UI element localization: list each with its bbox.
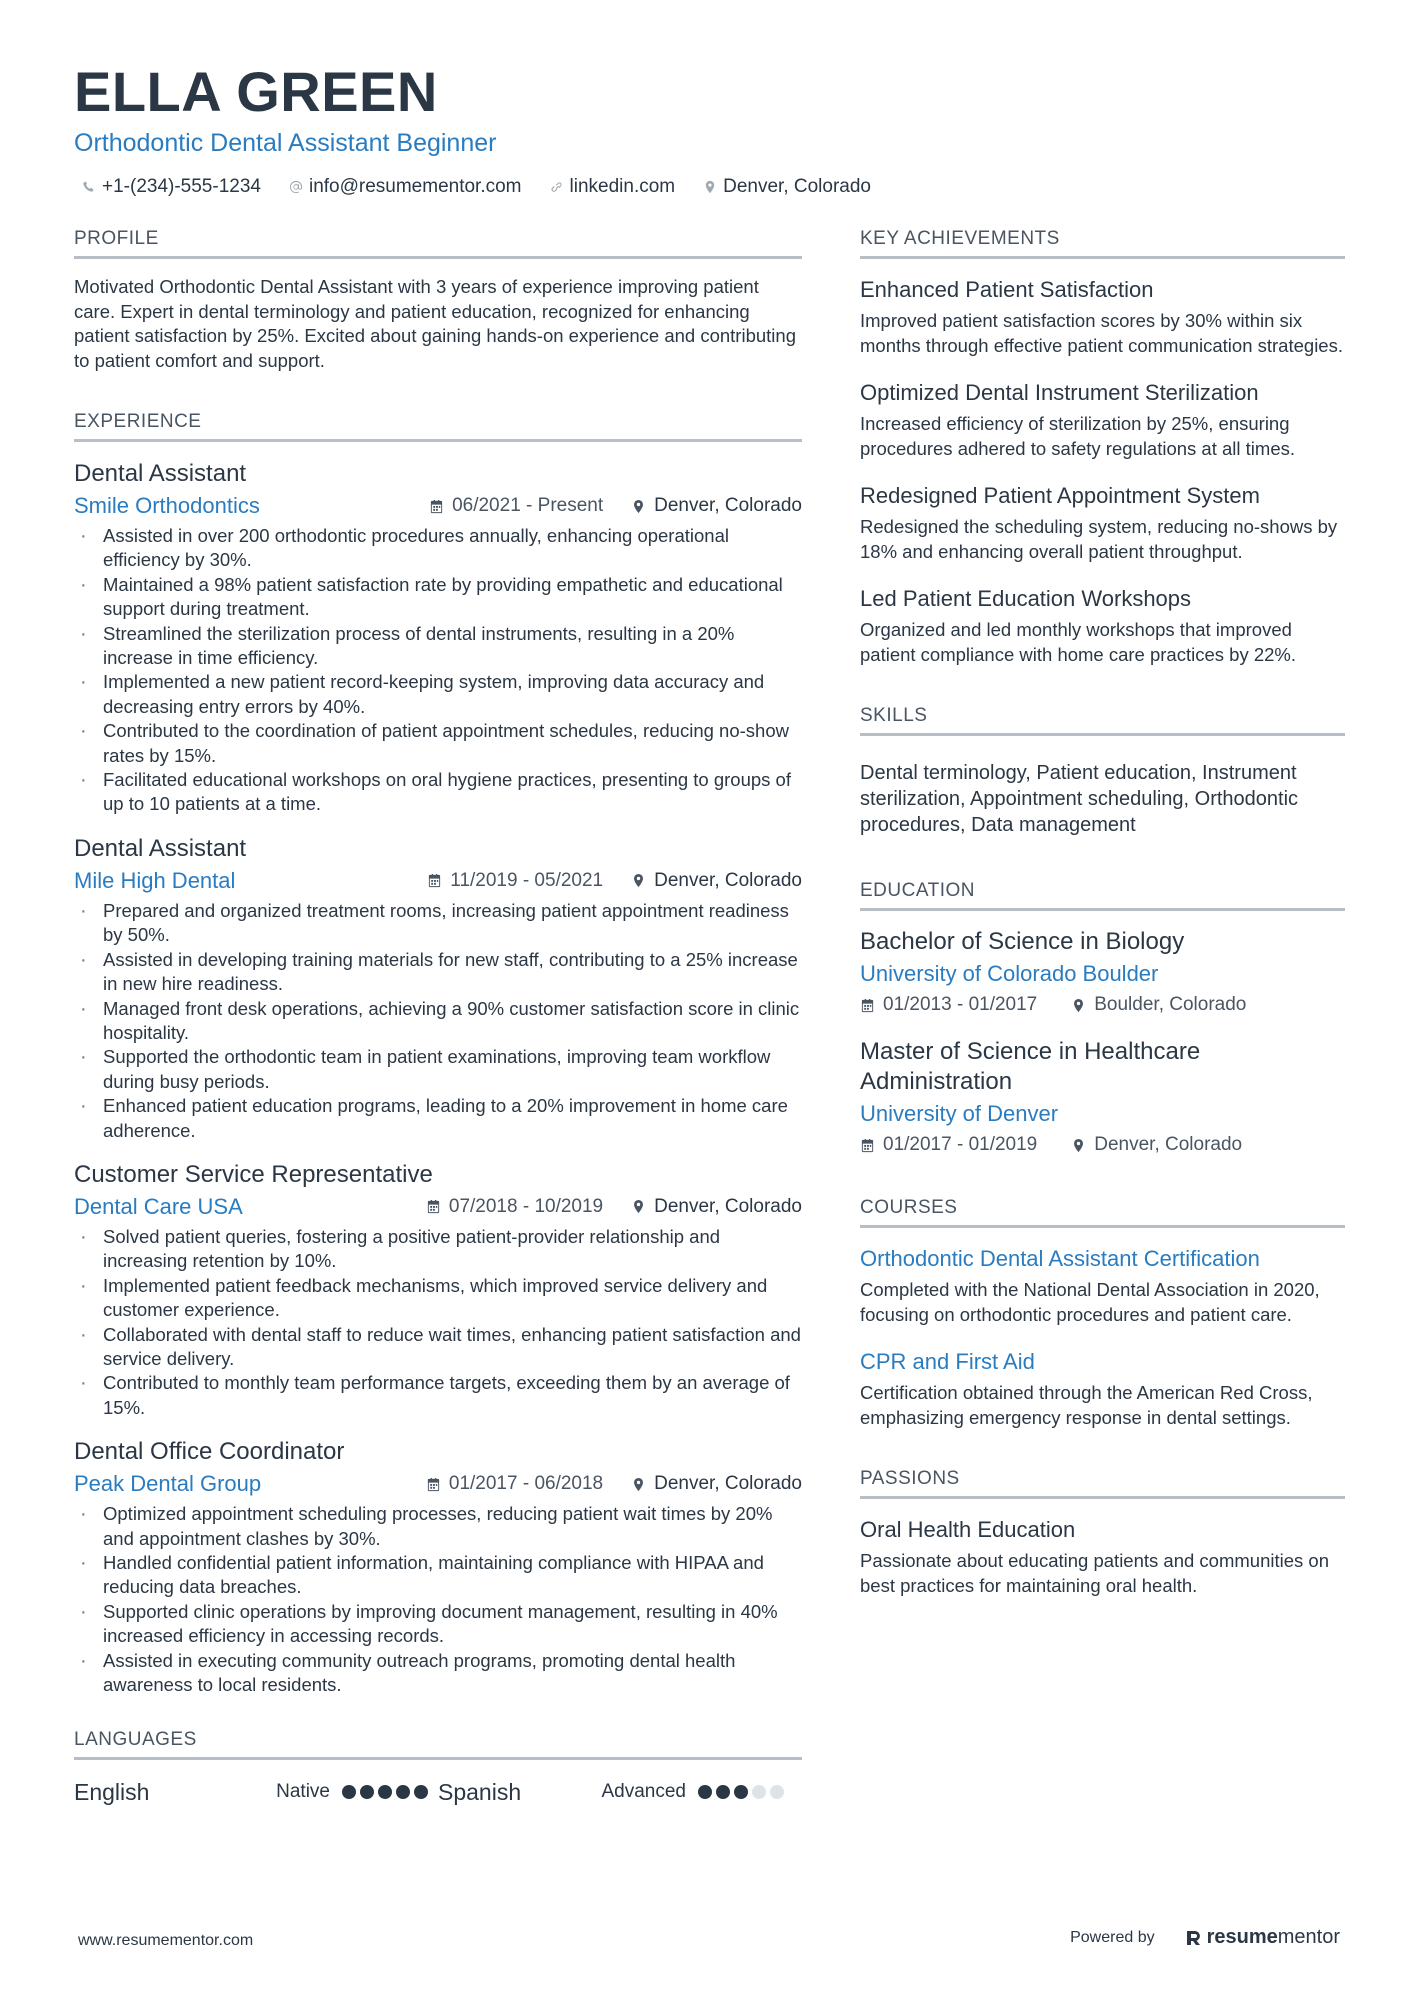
job-company: Dental Care USA [74,1193,243,1219]
list-item: · Supported the orthodontic team in patient examinations, improving team workflow during busy periods. [74,1045,802,1094]
achievement-item [860,378,1345,461]
section-title-courses: COURSES [860,1195,1345,1228]
education-location: Boulder, Colorado [1094,994,1247,1015]
link-icon [550,180,564,194]
languages-section [74,1727,802,1808]
list-item: · Maintained a 98% patient satisfaction rate by providing empathetic and educational support during treatment. [74,573,802,622]
job-location-text: Denver, Colorado [654,1195,802,1217]
job-entry [74,833,802,1143]
language-name: Spanish [438,1779,522,1806]
list-item: · Prepared and organized treatment rooms, increasing patient appointment readiness by 50%. [74,899,802,948]
job-title: Dental Assistant [74,834,247,862]
skills-section [860,703,1345,838]
list-item: · Implemented a new patient record-keeping system, improving data accuracy and decreasing entry errors by 40%. [74,670,802,719]
job-title: Dental Office Coordinator [74,1438,345,1466]
language-level: Native [276,1781,330,1803]
job-location [631,1470,802,1498]
job-location [631,492,802,520]
powered-by-text: Powered by [1070,1928,1155,1946]
job-location [631,867,802,895]
resumementor-logo-icon [1185,1929,1203,1947]
map-pin-icon [1071,1138,1086,1153]
education-location: Denver, Colorado [1094,1134,1243,1155]
map-pin-icon [631,499,646,514]
list-item: · Enhanced patient education programs, leading to a 20% improvement in home care adherence. [74,1094,802,1143]
calendar-icon [860,1138,875,1153]
contact-email[interactable] [289,176,522,198]
rating-dot [360,1785,374,1799]
job-title: Customer Service Representative [74,1160,433,1188]
achievement-desc: Increased efficiency of sterilization by 25%, ensuring procedures adhered to safety regulations at all times. [860,413,1295,459]
achievement-title: Led Patient Education Workshops [860,586,1192,611]
brand-name-light: mentor [1277,1926,1340,1948]
passions-section [860,1466,1345,1598]
job-dates [426,1470,603,1498]
at-icon [289,180,303,194]
education-dates: 01/2013 - 01/2017 [883,994,1038,1015]
job-meta [74,492,802,520]
passion-desc: Passionate about educating patients and communities on best practices for maintaining oral health. [860,1550,1329,1596]
map-pin-icon [631,873,646,888]
achievement-title: Enhanced Patient Satisfaction [860,277,1154,302]
achievement-title: Optimized Dental Instrument Sterilization [860,380,1259,405]
job-location-text: Denver, Colorado [654,1473,802,1495]
skills-text: Dental terminology, Patient education, Instrument sterilization, Appointment scheduling, Orthodontic procedures, Data management [860,762,1299,836]
language-rating [698,1785,784,1799]
achievement-desc: Improved patient satisfaction scores by 30% within six months through effective patient communication strategies. [860,310,1343,356]
location-text: Denver, Colorado [723,176,871,197]
contact-linkedin[interactable] [550,176,676,198]
section-title-profile: PROFILE [74,226,802,259]
list-item: · Solved patient queries, fostering a positive patient-provider relationship and increasing retention by 10%. [74,1225,802,1274]
job-entry [74,1159,802,1420]
calendar-icon [860,998,875,1013]
list-item: · Facilitated educational workshops on oral hygiene practices, presenting to groups of up to 10 patients at a time. [74,768,802,817]
list-item: · Managed front desk operations, achieving a 90% customer satisfaction score in clinic hospitality. [74,997,802,1046]
job-title: Dental Assistant [74,460,247,487]
achievement-item [860,481,1345,564]
education-item [860,927,1345,1019]
list-item: · Assisted in executing community outreach programs, promoting dental health awareness to local residents. [74,1649,802,1698]
language-list [74,1776,802,1808]
education-school: University of Colorado Boulder [860,961,1159,986]
left-column [74,226,802,1844]
achievement-desc: Organized and led monthly workshops that improved patient compliance with home care practices by 22%. [860,619,1296,665]
candidate-role: Orthodontic Dental Assistant Beginner [74,129,497,157]
phone-text: +1-(234)-555-1234 [102,176,261,197]
rating-dot [342,1785,356,1799]
map-pin-icon [631,1477,646,1492]
language-level: Advanced [601,1781,686,1803]
job-location-text: Denver, Colorado [654,869,802,891]
education-degree: Bachelor of Science in Biology [860,928,1185,955]
job-entry [74,458,802,817]
job-company: Mile High Dental [74,867,236,893]
section-title-experience: EXPERIENCE [74,409,802,442]
calendar-icon [429,499,444,514]
job-bullets [74,1502,802,1697]
brand-name-bold: resume [1206,1926,1278,1948]
job-location-text: Denver, Colorado [654,495,802,516]
contact-location [703,176,871,198]
job-entry [74,1436,802,1697]
section-title-education: EDUCATION [860,878,1345,911]
email-text: info@resumementor.com [308,176,522,197]
list-item: · Supported clinic operations by improving document management, resulting in 40% increased efficiency in accessing records. [74,1600,802,1649]
education-dates: 01/2017 - 01/2019 [883,1134,1038,1155]
achievement-item [860,275,1345,358]
rating-dot [414,1785,428,1799]
language-name: English [74,1779,150,1806]
course-title: Orthodontic Dental Assistant Certification [860,1246,1260,1271]
section-title-languages: LANGUAGES [74,1727,802,1760]
right-column [860,226,1345,1634]
language-item [438,1776,802,1808]
linkedin-text: linkedin.com [569,176,676,197]
experience-section [74,409,802,1697]
section-title-passions: PASSIONS [860,1466,1345,1499]
list-item: · Contributed to the coordination of patient appointment schedules, reducing no-show rates by 15%. [74,719,802,768]
footer-website[interactable]: www.resumementor.com [78,1932,254,1949]
section-title-skills: SKILLS [860,703,1345,736]
education-school: University of Denver [860,1101,1059,1126]
education-meta [860,991,1345,1019]
rating-dot [734,1785,748,1799]
rating-dot [396,1785,410,1799]
job-dates-text: 07/2018 - 10/2019 [448,1195,604,1217]
list-item: · Optimized appointment scheduling processes, reducing patient wait times by 20% and appointment clashes by 30%. [74,1502,802,1551]
job-bullets [74,1225,802,1420]
rating-dot [378,1785,392,1799]
education-item [860,1037,1345,1159]
list-item: · Assisted in over 200 orthodontic procedures annually, enhancing operational efficiency by 30%. [74,524,802,573]
list-item: · Assisted in developing training materials for new staff, contributing to a 25% increase in new hire readiness. [74,948,802,997]
contact-phone[interactable] [82,176,261,198]
calendar-icon [426,1477,441,1492]
rating-dot [716,1785,730,1799]
achievement-item [860,584,1345,667]
list-item: · Streamlined the sterilization process of dental instruments, resulting in a 20% increase in time efficiency. [74,622,802,671]
job-company: Peak Dental Group [74,1471,262,1497]
job-company: Smile Orthodontics [74,493,260,518]
passion-title: Oral Health Education [860,1517,1076,1542]
job-dates-text: 01/2017 - 06/2018 [448,1473,604,1495]
achievement-desc: Redesigned the scheduling system, reducing no-shows by 18% and enhancing overall patient throughput. [860,516,1338,562]
resume-header [74,58,1344,198]
list-item: · Implemented patient feedback mechanisms, which improved service delivery and customer experience. [74,1274,802,1323]
list-item: · Contributed to monthly team performance targets, exceeding them by an average of 15%. [74,1371,802,1420]
list-item: · Handled confidential patient information, maintaining compliance with HIPAA and reducing data breaches. [74,1551,802,1600]
job-meta [74,867,802,895]
job-dates-text: 06/2021 - Present [452,495,604,516]
education-section [860,878,1345,1159]
course-desc: Completed with the National Dental Association in 2020, focusing on orthodontic procedures and patient care. [860,1279,1320,1325]
profile-section [74,226,802,373]
footer-branding [1070,1926,1340,1949]
language-rating [342,1785,428,1799]
profile-text: Motivated Orthodontic Dental Assistant with 3 years of experience improving patient care. Expert in dental terminology and patient education, recognized for enhancing patient satisfaction by 25%. Excited about gaining hands-on experience and contributing to patient comfort and support. [74,276,796,371]
achievements-section [860,226,1345,667]
education-meta [860,1131,1345,1159]
rating-dot [752,1785,766,1799]
job-dates [427,867,603,895]
map-pin-icon [1071,998,1086,1013]
job-dates [426,1193,603,1221]
courses-section [860,1195,1345,1430]
map-pin-icon [631,1199,646,1214]
job-meta [74,1193,802,1221]
language-item [74,1776,438,1808]
education-degree: Master of Science in Healthcare Administration [860,1038,1201,1095]
phone-icon [82,180,96,194]
calendar-icon [426,1199,441,1214]
job-bullets [74,899,802,1143]
contact-bar [74,176,1344,198]
candidate-name: ELLA GREEN [74,60,438,123]
job-dates [429,492,603,520]
brand-logo[interactable] [1185,1926,1340,1949]
section-title-achievements: KEY ACHIEVEMENTS [860,226,1345,259]
job-bullets [74,524,802,817]
map-pin-icon [703,180,717,194]
job-location [631,1193,802,1221]
list-item: · Collaborated with dental staff to reduce wait times, enhancing patient satisfaction and service delivery. [74,1323,802,1372]
course-item [860,1347,1345,1430]
achievement-title: Redesigned Patient Appointment System [860,483,1260,508]
job-dates-text: 11/2019 - 05/2021 [450,869,604,891]
rating-dot [698,1785,712,1799]
course-desc: Certification obtained through the American Red Cross, emphasizing emergency response in dental settings. [860,1382,1313,1428]
course-item [860,1244,1345,1327]
rating-dot [770,1785,784,1799]
job-meta [74,1470,802,1498]
calendar-icon [427,873,442,888]
course-title: CPR and First Aid [860,1349,1035,1374]
